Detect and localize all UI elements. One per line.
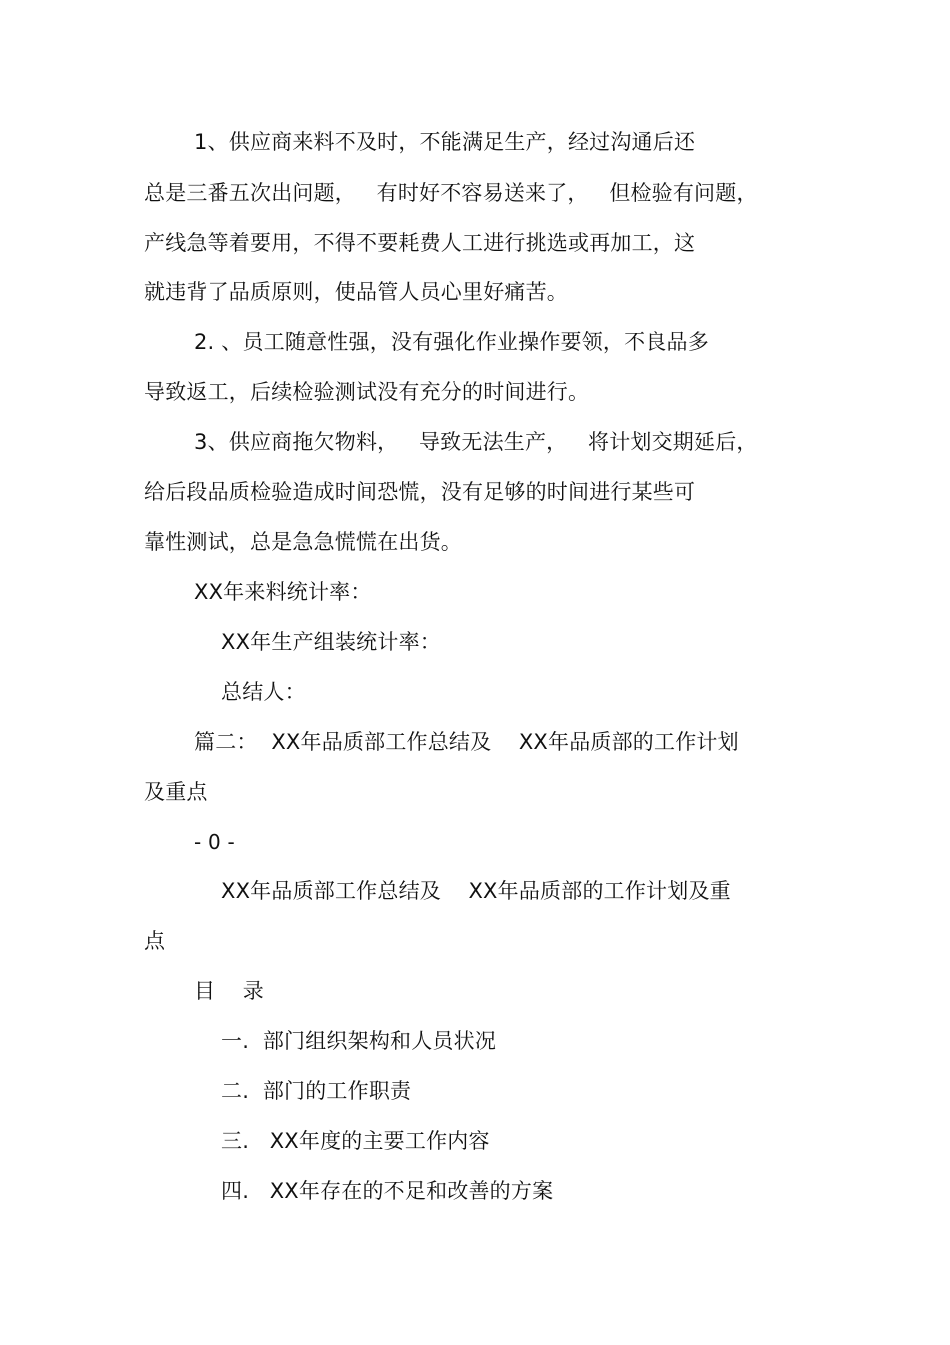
incoming-material-rate-label: XX年来料统计率： [194,580,372,604]
paragraph-1-line-3: 产线急等着要用，不得不要耗费人工进行挑选或再加工，这 [144,231,696,255]
paragraph-3-line-1: 3、供应商拖欠物料， 导致无法生产， 将计划交期延后， [194,430,758,454]
toc-item-2: 二. 部门的工作职责 [221,1079,412,1103]
section-heading-line-1: 篇二： XX年品质部工作总结及 XX年品质部的工作计划 [194,730,739,754]
table-of-contents-heading: 目 录 [194,979,264,1003]
section-heading-line-2: 及重点 [144,780,208,804]
paragraph-1-line-4: 就违背了品质原则，使品管人员心里好痛苦。 [144,280,568,304]
paragraph-2-line-1: 2. 、员工随意性强，没有强化作业操作要领，不良品多 [194,330,709,354]
assembly-rate-label: XX年生产组装统计率： [221,630,441,654]
toc-item-1: 一. 部门组织架构和人员状况 [221,1029,497,1053]
toc-item-3: 三. XX年度的主要工作内容 [221,1129,490,1153]
paragraph-1-line-2: 总是三番五次出问题， 有时好不容易送来了， 但检验有问题， [144,181,758,205]
paragraph-1-line-1: 1、供应商来料不及时，不能满足生产，经过沟通后还 [194,130,696,154]
page-number: - 0 - [194,830,235,854]
document-title-line-1: XX年品质部工作总结及 XX年品质部的工作计划及重 [221,879,731,903]
summarizer-label: 总结人： [221,680,306,704]
paragraph-2-line-2: 导致返工，后续检验测试没有充分的时间进行。 [144,380,590,404]
document-title-line-2: 点 [144,929,166,953]
paragraph-3-line-2: 给后段品质检验造成时间恐慌，没有足够的时间进行某些可 [144,480,696,504]
toc-item-4: 四. XX年存在的不足和改善的方案 [221,1179,554,1203]
paragraph-3-line-3: 靠性测试，总是急急慌慌在出货。 [144,530,462,554]
